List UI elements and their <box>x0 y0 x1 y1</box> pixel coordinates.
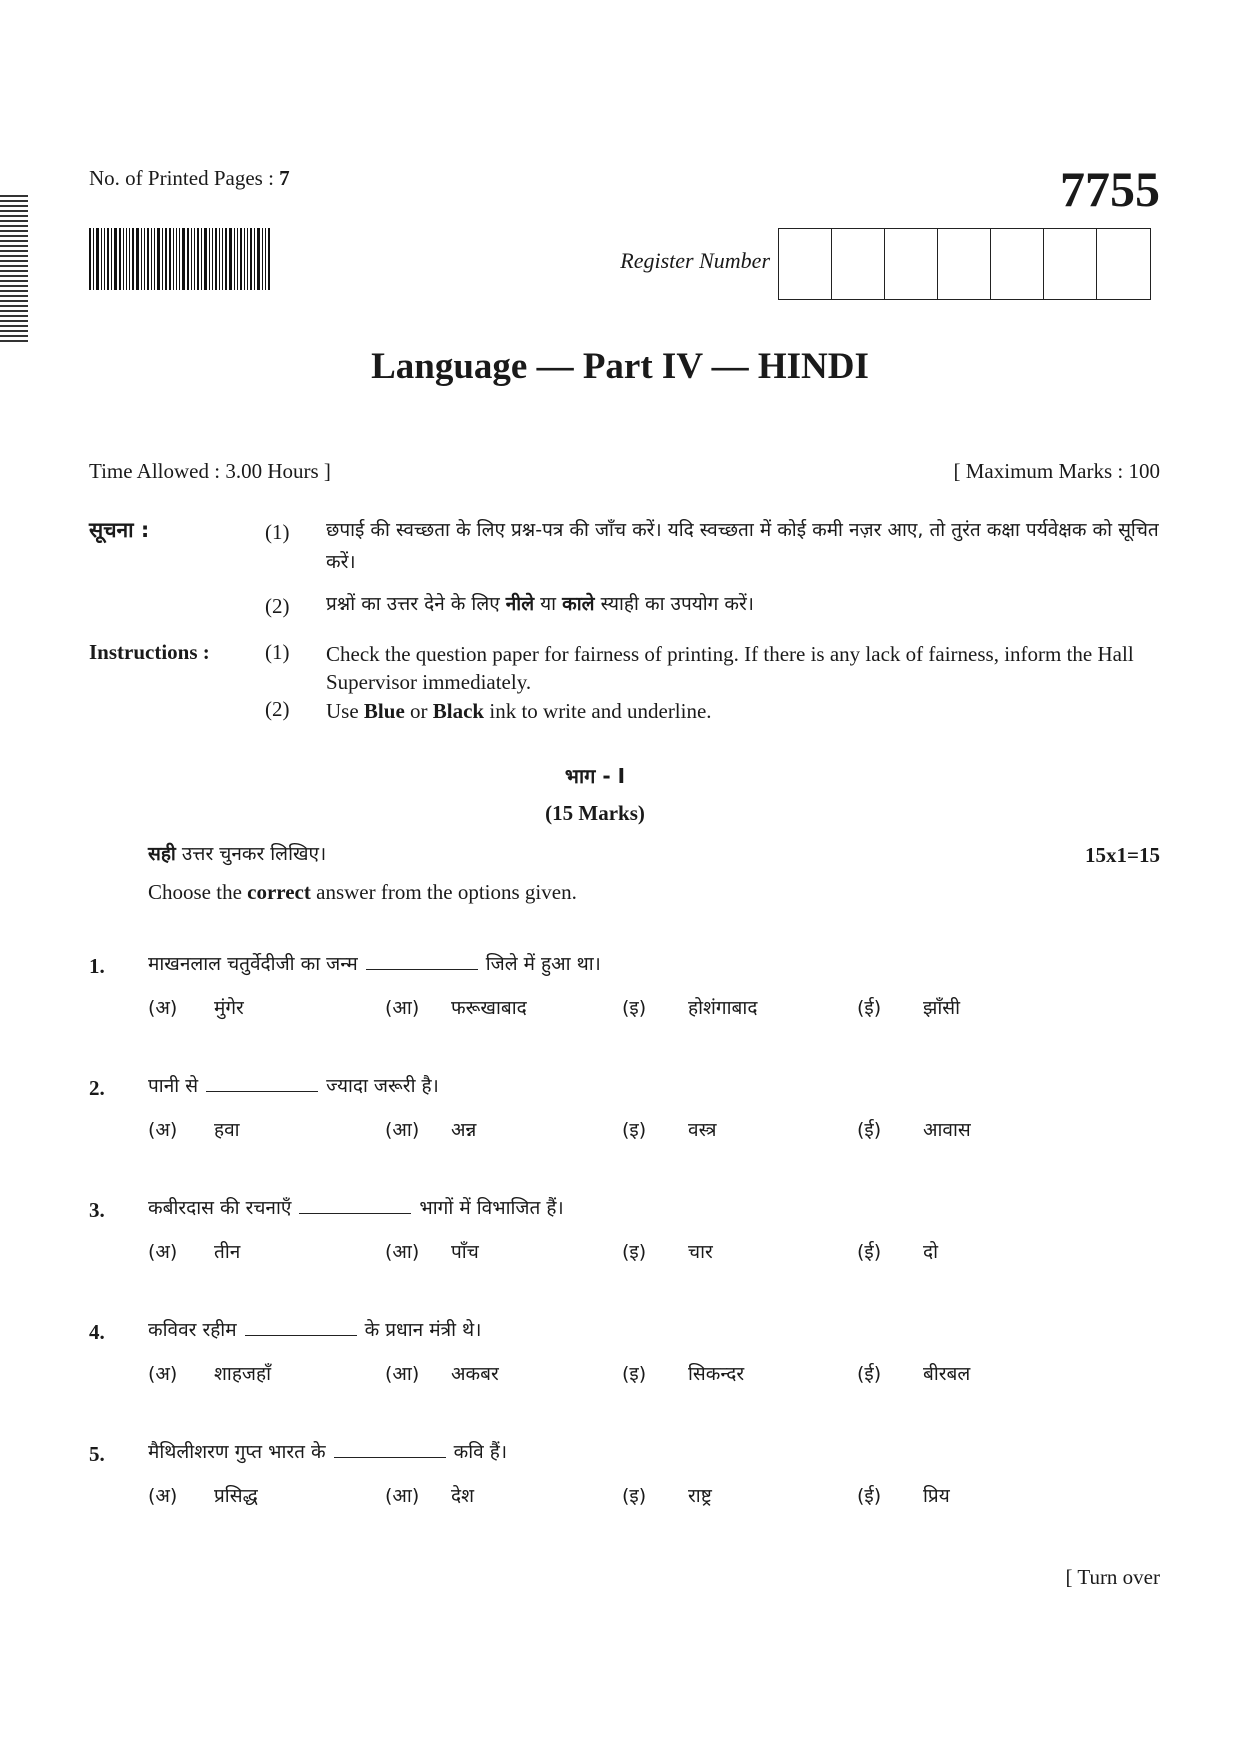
option-text: देश <box>451 1485 475 1507</box>
barcode-bar <box>247 228 248 290</box>
register-number-box[interactable] <box>1097 229 1150 299</box>
barcode-bar <box>229 228 232 290</box>
register-number-label: Register Number <box>620 248 770 273</box>
barcode-bar <box>194 228 195 290</box>
section-instruction-hindi <box>148 840 326 866</box>
option-label: (ई) <box>857 997 882 1019</box>
barcode-bar <box>257 228 260 290</box>
barcode-bar <box>136 228 139 290</box>
answer-option[interactable] <box>385 1482 474 1508</box>
barcode-bar <box>204 228 207 290</box>
barcode-bar <box>265 228 266 290</box>
answer-option[interactable] <box>385 994 527 1020</box>
option-text: झाँसी <box>923 997 961 1019</box>
question-number: 5. <box>89 1442 105 1466</box>
option-label: (अ) <box>148 1485 178 1507</box>
answer-option[interactable] <box>857 1238 938 1264</box>
option-label: (ई) <box>857 1241 882 1263</box>
option-label: (इ) <box>622 1363 647 1385</box>
barcode-bar <box>144 228 145 290</box>
answer-blank <box>366 968 478 970</box>
option-text: आवास <box>923 1119 971 1141</box>
option-text: होशंगाबाद <box>688 997 758 1019</box>
answer-option[interactable] <box>148 1238 240 1264</box>
section-instruction-english <box>148 880 577 905</box>
printed-pages-label: No. of Printed Pages : <box>89 166 274 190</box>
option-label: (ई) <box>857 1485 882 1507</box>
answer-option[interactable] <box>622 1482 712 1508</box>
text-segment: or <box>404 699 433 723</box>
option-label: (इ) <box>622 997 647 1019</box>
instruction-item-number: (2) <box>265 697 290 721</box>
barcode-bar <box>132 228 134 290</box>
question-text <box>148 1438 507 1464</box>
answer-option[interactable] <box>622 1238 713 1264</box>
barcode-bar <box>114 228 117 290</box>
option-label: (अ) <box>148 1119 178 1141</box>
barcode-bar <box>215 228 217 290</box>
register-number-box[interactable] <box>991 229 1044 299</box>
barcode-bar <box>89 228 91 290</box>
barcode-bar <box>191 228 192 290</box>
barcode-bar <box>254 228 255 290</box>
barcode-bar <box>187 228 189 290</box>
option-text: सिकन्दर <box>688 1363 745 1385</box>
question-text-after: ज्यादा जरूरी है। <box>326 1075 439 1097</box>
section-marks: (15 Marks) <box>545 801 645 825</box>
text-segment: Choose the <box>148 880 248 904</box>
option-label: (आ) <box>385 1119 420 1141</box>
barcode-bar <box>107 228 109 290</box>
barcode-bar <box>126 228 127 290</box>
bold-text: नीले <box>505 593 535 615</box>
option-text: बीरबल <box>923 1363 971 1385</box>
option-text: प्रसिद्ध <box>214 1485 258 1507</box>
barcode-bar <box>111 228 112 290</box>
barcode-bar <box>179 228 180 290</box>
barcode-bar <box>212 228 213 290</box>
register-number-box[interactable] <box>1044 229 1097 299</box>
bold-text: Blue <box>363 699 405 723</box>
barcode-bar <box>104 228 105 290</box>
answer-option[interactable] <box>385 1360 499 1386</box>
option-text: हवा <box>214 1119 240 1141</box>
question-text-after: कवि हैं। <box>453 1441 508 1463</box>
suchna-heading: सूचना : <box>89 518 150 542</box>
question-text <box>148 1316 481 1342</box>
option-label: (इ) <box>622 1485 647 1507</box>
question-item <box>0 1072 1240 1182</box>
option-text: पाँच <box>451 1241 479 1263</box>
answer-option[interactable] <box>622 994 757 1020</box>
register-number-box[interactable] <box>938 229 991 299</box>
barcode-bar <box>129 228 130 290</box>
maximum-marks: [ Maximum Marks : 100 <box>953 459 1160 483</box>
answer-option[interactable] <box>385 1238 479 1264</box>
option-label: (इ) <box>622 1241 647 1263</box>
barcode-bar <box>222 228 223 290</box>
option-text: दो <box>923 1241 939 1263</box>
question-text-before: माखनलाल चतुर्वेदीजी का जन्म <box>148 953 358 975</box>
option-label: (अ) <box>148 1363 178 1385</box>
text-segment: या <box>534 593 563 615</box>
option-label: (आ) <box>385 997 420 1019</box>
bold-text: काले <box>562 593 595 615</box>
barcode-bar <box>119 228 121 290</box>
question-item <box>0 950 1240 1060</box>
barcode-bar <box>262 228 263 290</box>
answer-option[interactable] <box>148 994 244 1020</box>
register-number-box[interactable] <box>885 229 938 299</box>
answer-blank <box>206 1090 318 1092</box>
text-segment: answer from the options given. <box>310 880 577 904</box>
answer-option[interactable] <box>622 1116 716 1142</box>
option-label: (आ) <box>385 1241 420 1263</box>
instruction-item-text: Check the question paper for fairness of printing. If there is any lack of fairness, inform the Hall Supervisor immediately. <box>326 642 1134 694</box>
instructions-heading: Instructions : <box>89 640 210 664</box>
answer-option[interactable] <box>148 1116 240 1142</box>
answer-option[interactable] <box>622 1360 744 1386</box>
barcode-bar <box>93 228 94 290</box>
answer-blank <box>299 1212 411 1214</box>
suchna-item-text: छपाई की स्वच्छता के लिए प्रश्न-पत्र की जाँच करें। यदि स्वच्छता में कोई कमी नज़र आए, तो तुरंत कक्षा पर्यवेक्षक को सूचित करें। <box>326 519 1159 573</box>
question-item <box>0 1316 1240 1426</box>
answer-blank <box>245 1334 357 1336</box>
barcode-bar <box>225 228 227 290</box>
paper-title: Language — Part IV — HINDI <box>371 346 869 387</box>
time-allowed: Time Allowed : 3.00 Hours ] <box>89 459 331 483</box>
answer-option[interactable] <box>857 1482 950 1508</box>
option-label: (ई) <box>857 1119 882 1141</box>
barcode-bar <box>176 228 177 290</box>
barcode-bar <box>151 228 152 290</box>
question-text-before: मैथिलीशरण गुप्त भारत के <box>148 1441 326 1463</box>
question-text-after: के प्रधान मंत्री थे। <box>364 1319 482 1341</box>
text-segment: स्याही का उपयोग करें। <box>594 593 754 615</box>
barcode-bar <box>234 228 235 290</box>
bold-text: correct <box>247 880 311 904</box>
question-text-before: कबीरदास की रचनाएँ <box>148 1197 292 1219</box>
barcode-bar <box>157 228 160 290</box>
question-number: 2. <box>89 1076 105 1100</box>
barcode-bar <box>268 228 270 290</box>
barcode-bar <box>162 228 163 290</box>
answer-option[interactable] <box>148 1482 258 1508</box>
option-text: चार <box>688 1241 713 1263</box>
barcode-bar <box>173 228 174 290</box>
text-segment: ink to write and underline. <box>484 699 712 723</box>
option-text: फरूखाबाद <box>451 997 527 1019</box>
question-text <box>148 1072 439 1098</box>
option-label: (आ) <box>385 1485 420 1507</box>
question-text-after: भागों में विभाजित हैं। <box>419 1197 564 1219</box>
barcode-bar <box>240 228 242 290</box>
option-text: तीन <box>214 1241 241 1263</box>
text-segment: Use <box>326 699 364 723</box>
barcode-bar <box>154 228 155 290</box>
printed-pages <box>89 166 290 191</box>
question-number: 4. <box>89 1320 105 1344</box>
section-heading: भाग - I <box>564 764 626 788</box>
option-text: राष्ट्र <box>688 1485 712 1507</box>
text-segment: उत्तर चुनकर लिखिए। <box>175 843 327 865</box>
answer-option[interactable] <box>148 1360 271 1386</box>
question-text-before: पानी से <box>148 1075 199 1097</box>
edge-timing-marks <box>0 195 28 345</box>
instruction-item-number: (1) <box>265 640 290 664</box>
option-label: (अ) <box>148 1241 178 1263</box>
register-number-box[interactable] <box>779 229 832 299</box>
barcode-bar <box>141 228 142 290</box>
option-label: (अ) <box>148 997 178 1019</box>
barcode-bar <box>182 228 185 290</box>
option-label: (आ) <box>385 1363 420 1385</box>
text-segment: प्रश्नों का उत्तर देने के लिए <box>326 593 506 615</box>
register-number-boxes[interactable] <box>778 228 1151 300</box>
answer-option[interactable] <box>385 1116 476 1142</box>
barcode-bar <box>197 228 199 290</box>
option-label: (ई) <box>857 1363 882 1385</box>
barcode-bar <box>250 228 252 290</box>
answer-option[interactable] <box>857 994 960 1020</box>
question-number: 3. <box>89 1198 105 1222</box>
question-item <box>0 1194 1240 1304</box>
barcode-bar <box>101 228 102 290</box>
option-label: (इ) <box>622 1119 647 1141</box>
option-text: मुंगेर <box>214 997 244 1019</box>
option-text: प्रिय <box>923 1485 950 1507</box>
question-item <box>0 1438 1240 1548</box>
answer-option[interactable] <box>857 1360 970 1386</box>
barcode-bar <box>147 228 149 290</box>
option-text: अकबर <box>451 1363 499 1385</box>
bold-text: Black <box>432 699 485 723</box>
printed-pages-value: 7 <box>279 166 290 190</box>
option-text: अन्न <box>451 1119 477 1141</box>
answer-blank <box>334 1456 446 1458</box>
instruction-item-text <box>326 697 1160 725</box>
marks-scheme: 15x1=15 <box>1085 843 1160 867</box>
suchna-item-text <box>326 588 1160 620</box>
barcode-image <box>89 228 291 290</box>
barcode-bar <box>165 228 167 290</box>
barcode-bar <box>209 228 210 290</box>
barcode-bar <box>237 228 238 290</box>
option-text: शाहजहाँ <box>214 1363 272 1385</box>
question-text-after: जिले में हुआ था। <box>485 953 601 975</box>
barcode-bar <box>169 228 171 290</box>
suchna-item-number: (1) <box>265 520 290 544</box>
answer-option[interactable] <box>857 1116 971 1142</box>
register-number-box[interactable] <box>832 229 885 299</box>
barcode-bar <box>219 228 220 290</box>
question-text <box>148 1194 564 1220</box>
question-text <box>148 950 601 976</box>
barcode-bar <box>201 228 202 290</box>
suchna-item-number: (2) <box>265 594 290 618</box>
question-number: 1. <box>89 954 105 978</box>
paper-code: 7755 <box>1060 161 1160 217</box>
barcode-bar <box>244 228 245 290</box>
option-text: वस्त्र <box>688 1119 717 1141</box>
turn-over-note: [ Turn over <box>1065 1565 1160 1589</box>
bold-text: सही <box>148 843 176 865</box>
barcode-bar <box>123 228 124 290</box>
barcode-bar <box>96 228 99 290</box>
question-text-before: कविवर रहीम <box>148 1319 237 1341</box>
